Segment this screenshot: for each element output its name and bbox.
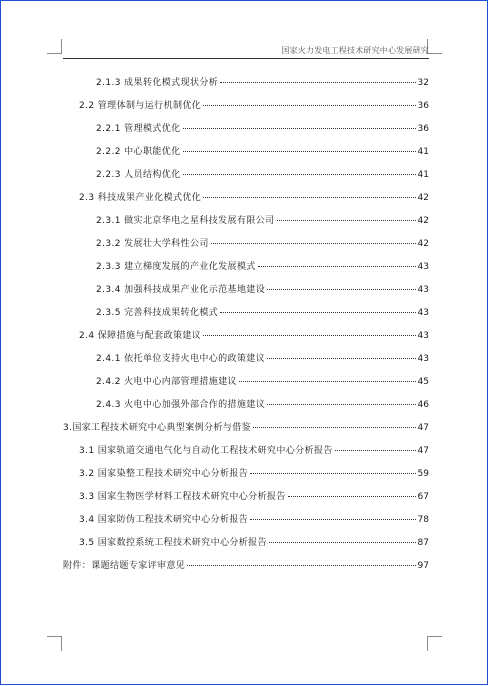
toc-dot-leader <box>253 427 416 428</box>
toc-entry[interactable] <box>79 468 429 480</box>
toc-entry-page-number: 97 <box>417 561 429 571</box>
toc-entry-page-number: 36 <box>417 101 429 111</box>
toc-entry-title: 2.4.2 火电中心内部管理措施建议 <box>96 377 237 387</box>
toc-entry-title: 3.国家工程技术研究中心典型案例分析与借鉴 <box>63 423 251 433</box>
toc-dot-leader <box>258 266 416 267</box>
toc-entry[interactable] <box>79 330 429 342</box>
toc-entry-page-number: 47 <box>417 446 429 456</box>
toc-entry[interactable] <box>96 146 429 158</box>
toc-entry-title: 2.3.4 加强科技成果产业化示范基地建设 <box>96 285 266 295</box>
toc-entry-title: 2.3 科技成果产业化模式优化 <box>79 193 202 203</box>
toc-dot-leader <box>211 243 416 244</box>
toc-entry-page-number: 42 <box>417 216 429 226</box>
toc-entry-page-number: 42 <box>417 239 429 249</box>
toc-entry-title: 2.4.1 依托单位支持火电中心的政策建议 <box>96 354 266 364</box>
toc-entry-title: 2.2.3 人员结构优化 <box>96 170 181 180</box>
toc-dot-leader <box>203 335 415 336</box>
toc-entry-title: 2.4 保障措施与配套政策建议 <box>79 331 202 341</box>
toc-entry[interactable] <box>96 399 429 411</box>
toc-entry[interactable] <box>96 261 429 273</box>
toc-entry-page-number: 45 <box>417 377 429 387</box>
toc-entry-page-number: 43 <box>417 262 429 272</box>
toc-entry[interactable] <box>96 169 429 181</box>
toc-entry-title: 3.2 国家染整工程技术研究中心分析报告 <box>79 469 249 479</box>
toc-entry[interactable] <box>96 123 429 135</box>
toc-dot-leader <box>203 197 415 198</box>
toc-entry-page-number: 59 <box>417 469 429 479</box>
toc-dot-leader <box>203 105 415 106</box>
toc-entry-page-number: 32 <box>417 78 429 88</box>
toc-entry-title: 2.3.3 建立梯度发展的产业化发展模式 <box>96 262 256 272</box>
toc-entry-title: 2.3.1 做实北京华电之星科技发展有限公司 <box>96 216 275 226</box>
toc-dot-leader <box>267 358 415 359</box>
toc-entry[interactable] <box>79 514 429 526</box>
table-of-contents <box>1 1 488 686</box>
toc-dot-leader <box>183 128 416 129</box>
toc-entry[interactable] <box>63 422 429 434</box>
toc-entry-page-number: 42 <box>417 193 429 203</box>
toc-dot-leader <box>250 519 415 520</box>
toc-entry-title: 附件：课题结题专家评审意见 <box>63 561 186 571</box>
toc-dot-leader <box>269 542 416 543</box>
toc-dot-leader <box>183 174 416 175</box>
toc-dot-leader <box>335 450 416 451</box>
toc-dot-leader <box>288 496 416 497</box>
toc-entry-title: 3.4 国家防伪工程技术研究中心分析报告 <box>79 515 249 525</box>
toc-dot-leader <box>220 82 415 83</box>
toc-dot-leader <box>267 404 415 405</box>
toc-entry-page-number: 43 <box>417 285 429 295</box>
toc-dot-leader <box>239 381 416 382</box>
toc-entry-page-number: 43 <box>417 354 429 364</box>
toc-dot-leader <box>220 312 415 313</box>
toc-dot-leader <box>183 151 416 152</box>
toc-entry-page-number: 43 <box>417 308 429 318</box>
toc-entry-page-number: 78 <box>417 515 429 525</box>
toc-entry-title: 2.2.1 管理模式优化 <box>96 124 181 134</box>
toc-entry[interactable] <box>96 376 429 388</box>
toc-entry[interactable] <box>96 77 429 89</box>
toc-entry-page-number: 46 <box>417 400 429 410</box>
toc-entry[interactable] <box>96 353 429 365</box>
toc-entry-title: 2.2.2 中心职能优化 <box>96 147 181 157</box>
toc-entry-title: 2.4.3 火电中心加强外部合作的措施建议 <box>96 400 266 410</box>
toc-entry-page-number: 41 <box>417 170 429 180</box>
toc-entry-title: 3.5 国家数控系统工程技术研究中心分析报告 <box>79 538 267 548</box>
toc-entry[interactable] <box>96 307 429 319</box>
toc-entry-title: 3.1 国家轨道交通电气化与自动化工程技术研究中心分析报告 <box>79 446 333 456</box>
toc-entry-title: 2.1.3 成果转化模式现状分析 <box>96 78 219 88</box>
toc-dot-leader <box>250 473 415 474</box>
toc-entry-page-number: 67 <box>417 492 429 502</box>
toc-entry-page-number: 36 <box>417 124 429 134</box>
toc-entry[interactable] <box>96 238 429 250</box>
toc-entry-title: 2.3.5 完善科技成果转化模式 <box>96 308 219 318</box>
toc-entry-page-number: 87 <box>417 538 429 548</box>
toc-entry[interactable] <box>96 215 429 227</box>
toc-entry-page-number: 41 <box>417 147 429 157</box>
toc-dot-leader <box>187 565 415 566</box>
toc-dot-leader <box>267 289 415 290</box>
toc-entry[interactable] <box>79 491 429 503</box>
toc-entry-title: 2.2 管理体制与运行机制优化 <box>79 101 202 111</box>
toc-entry-page-number: 43 <box>417 331 429 341</box>
toc-entry[interactable] <box>96 284 429 296</box>
toc-entry[interactable] <box>63 560 429 572</box>
toc-entry[interactable] <box>79 537 429 549</box>
toc-entry[interactable] <box>79 100 429 112</box>
running-header: 国家火力发电工程技术研究中心发展研究 <box>281 46 429 55</box>
toc-dot-leader <box>277 220 416 221</box>
toc-entry-page-number: 47 <box>417 423 429 433</box>
toc-entry-title: 3.3 国家生物医学材料工程技术研究中心分析报告 <box>79 492 286 502</box>
toc-entry[interactable] <box>79 445 429 457</box>
toc-entry-title: 2.3.2 发展壮大学科性公司 <box>96 239 209 249</box>
toc-entry[interactable] <box>79 192 429 204</box>
